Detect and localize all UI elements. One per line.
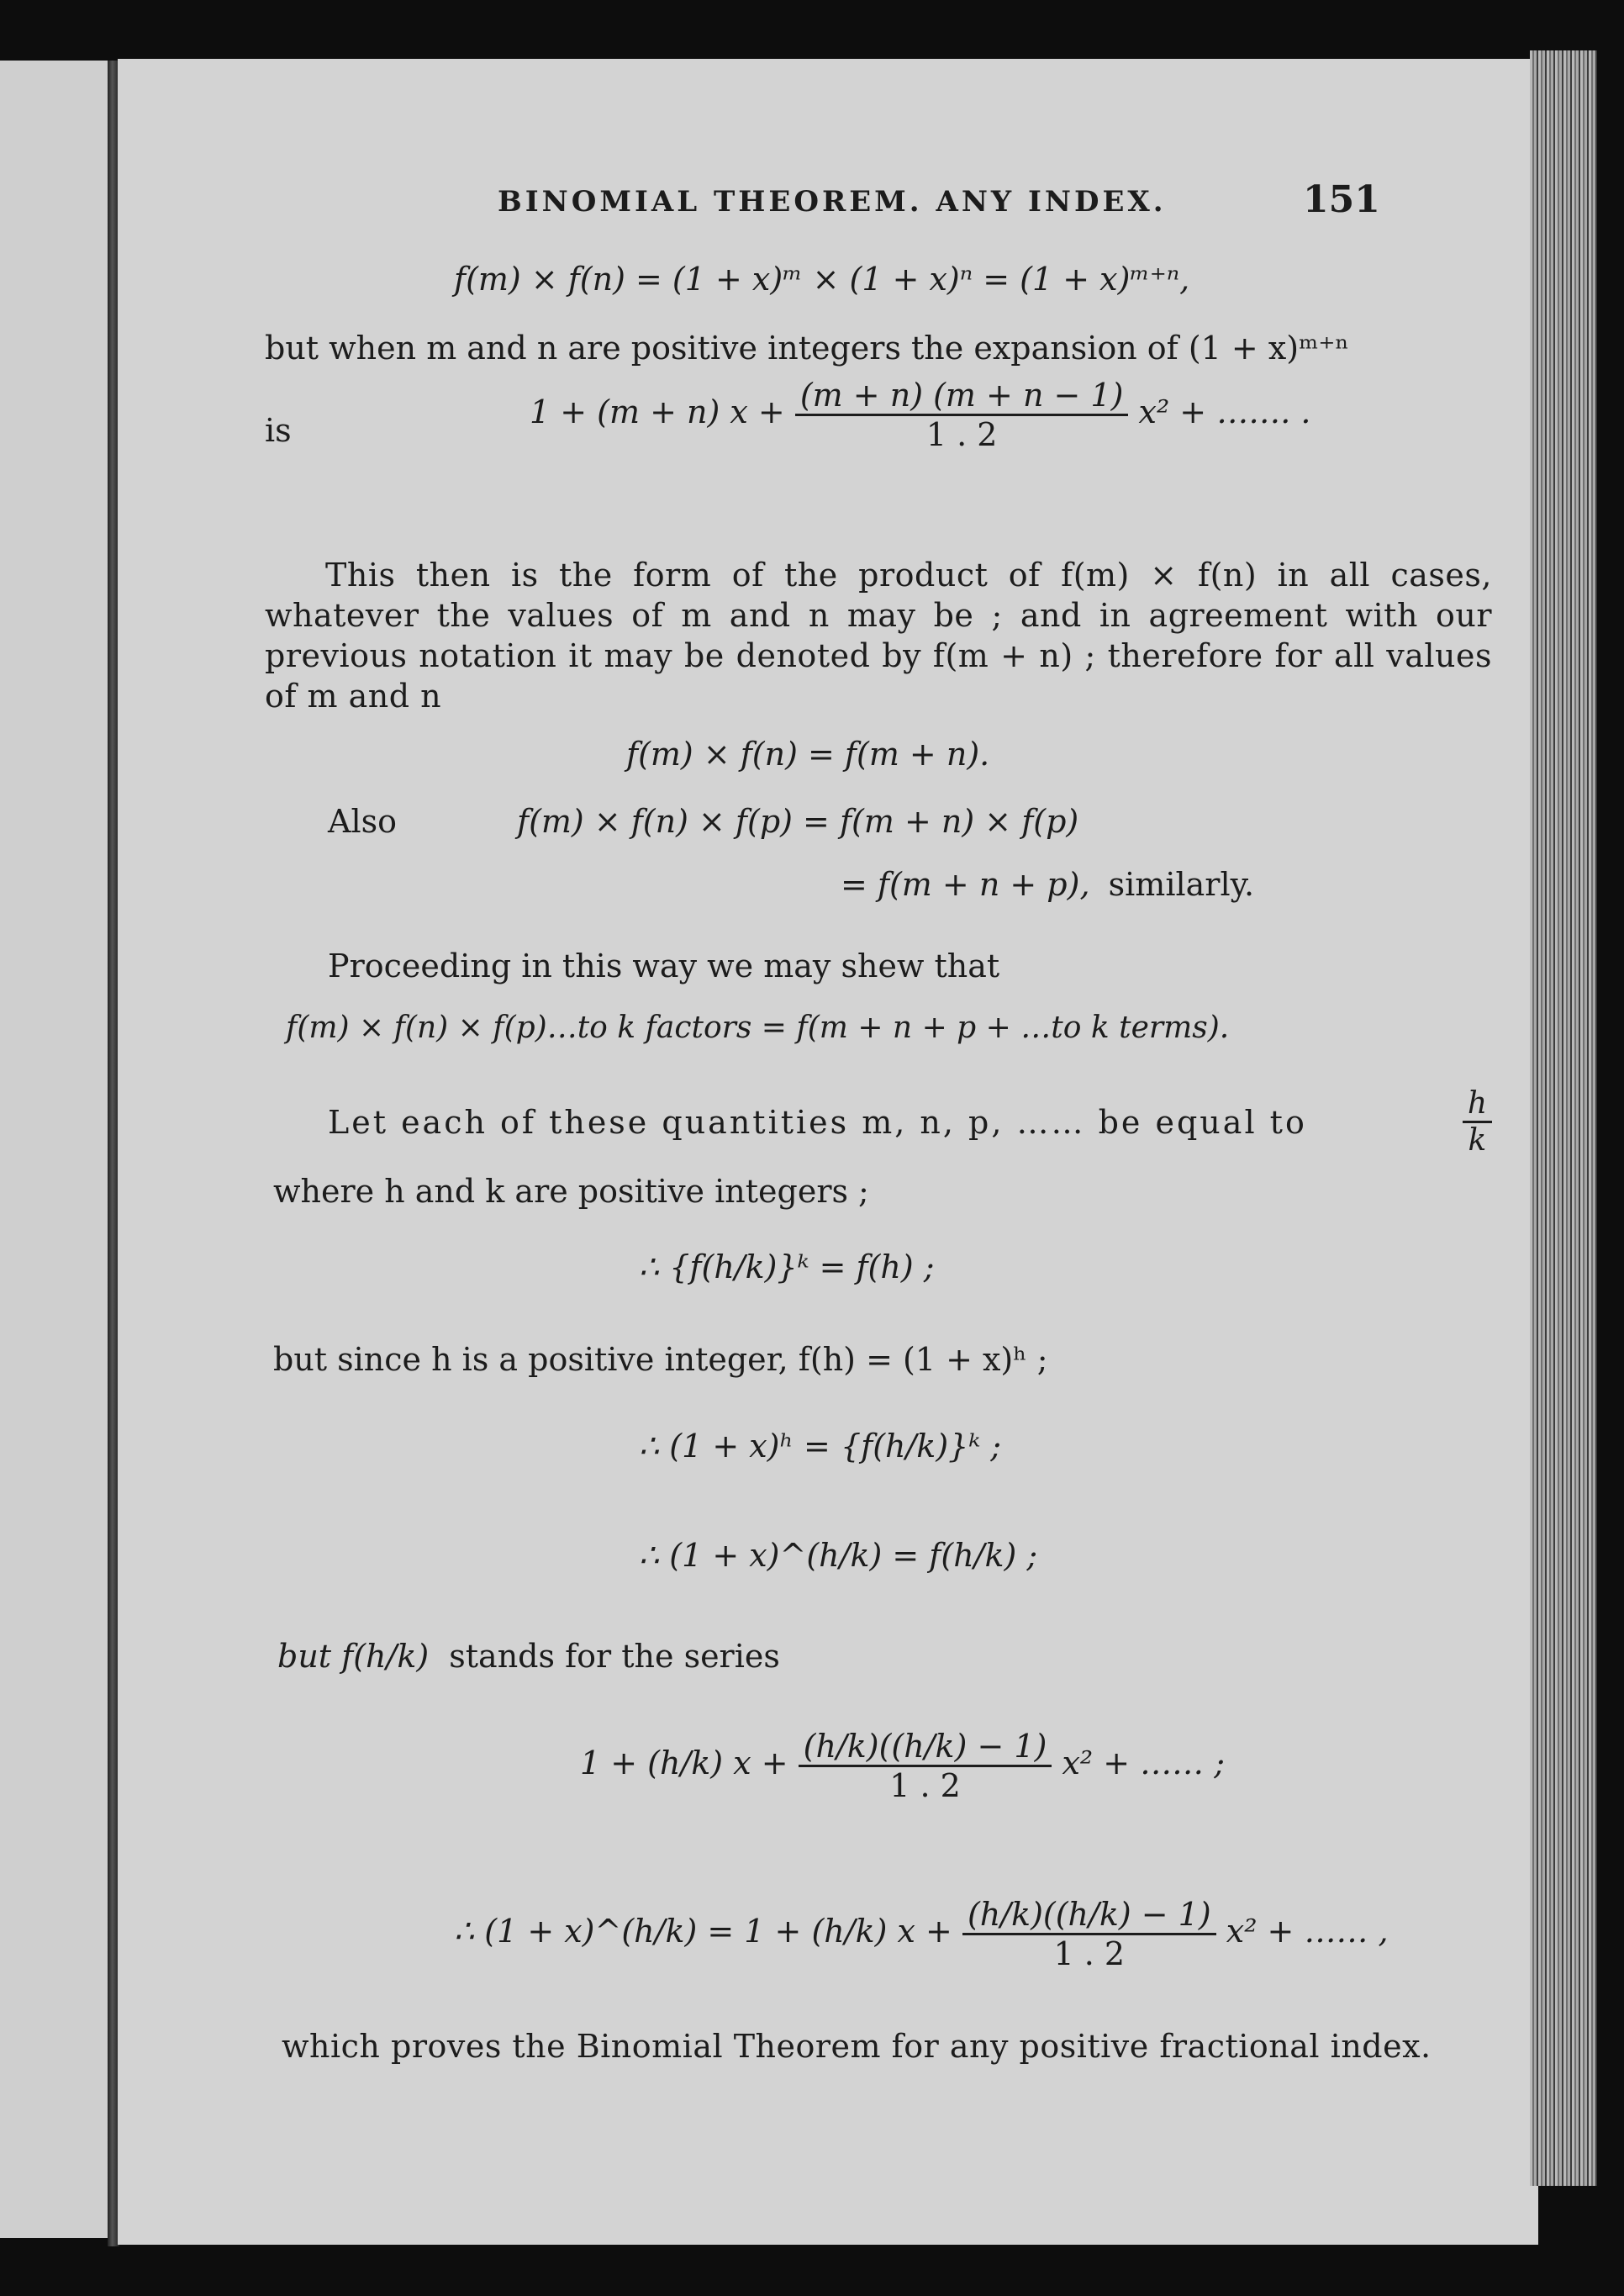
para3-fraction <box>1463 1086 1492 1158</box>
is-label: is <box>265 412 292 449</box>
eq10-fraction <box>799 1728 1052 1804</box>
book-page <box>118 59 1538 2245</box>
running-title: BINOMIAL THEOREM. ANY INDEX. <box>498 185 1167 219</box>
equation-1x-power-h: ∴ (1 + x)ʰ = {f(h/k)}ᵏ ; <box>639 1428 1002 1465</box>
equation-series <box>580 1728 1225 1804</box>
eq10-denominator: 1 . 2 <box>889 1767 961 1804</box>
eq2-tail: x² + ……. . <box>1138 393 1311 430</box>
text3-fn: but f(h/k) <box>277 1638 430 1675</box>
equation-expansion <box>530 377 1310 453</box>
text-since-h-integer: but since h is a positive integer, f(h) = (1 + x)ʰ ; <box>273 1341 1048 1378</box>
eq2-numerator: (m + n) (m + n − 1) <box>795 377 1129 416</box>
text-where-h-k: where h and k are positive integers ; <box>273 1173 869 1210</box>
eq11-lead: ∴ (1 + x)^(h/k) = 1 + (h/k) x + <box>454 1913 952 1950</box>
equation-three-factors: f(m) × f(n) × f(p) = f(m + n) × f(p) <box>517 803 1079 840</box>
page-stack-edge <box>1530 50 1597 2186</box>
equation-1x-power-hk: ∴ (1 + x)^(h/k) = f(h/k) ; <box>639 1537 1038 1574</box>
equation-product: f(m) × f(n) = (1 + x)ᵐ × (1 + x)ⁿ = (1 + x)ᵐ⁺ⁿ, <box>454 261 1190 298</box>
eq2-denominator: 1 . 2 <box>925 416 998 453</box>
eq11-fraction <box>962 1896 1216 1972</box>
page-number: 151 <box>1303 178 1380 221</box>
para3-frac-num: h <box>1463 1086 1492 1123</box>
paragraph-conclusion: which proves the Binomial Theorem for any positive fractional index. <box>282 2028 1432 2065</box>
text-proceeding: Proceeding in this way we may shew that <box>328 947 1000 984</box>
eq2-lead: 1 + (m + n) x + <box>530 393 785 430</box>
eq11-numerator: (h/k)((h/k) − 1) <box>962 1896 1216 1935</box>
eq2-fraction <box>795 377 1129 453</box>
text-line-expansion: but when m and n are positive integers the expansion of (1 + x)ᵐ⁺ⁿ <box>265 330 1349 367</box>
eq5-body: = f(m + n + p), <box>841 866 1090 903</box>
para3-text: Let each of these quantities m, n, p, …… be equal to <box>328 1103 1307 1141</box>
equation-three-factors-result <box>841 866 1254 903</box>
text-stands-for-series <box>277 1638 780 1675</box>
para3-frac-den: k <box>1468 1123 1487 1158</box>
equation-fhk-power-k: ∴ {f(h/k)}ᵏ = f(h) ; <box>639 1248 935 1285</box>
equation-k-factors: f(m) × f(n) × f(p)…to k factors = f(m + n + p + …to k terms). <box>286 1011 1230 1045</box>
eq10-tail: x² + …… ; <box>1062 1744 1226 1781</box>
text3-rest: stands for the series <box>449 1638 780 1675</box>
eq11-denominator: 1 . 2 <box>1053 1935 1126 1972</box>
facing-page-edge <box>0 61 109 2238</box>
eq11-tail: x² + …… , <box>1226 1913 1389 1950</box>
equation-final-expansion <box>454 1896 1389 1972</box>
eq10-numerator: (h/k)((h/k) − 1) <box>799 1728 1052 1767</box>
equation-fm-fn: f(m) × f(n) = f(m + n). <box>626 736 990 773</box>
eq10-lead: 1 + (h/k) x + <box>580 1744 788 1781</box>
eq5-tail: similarly. <box>1108 866 1255 903</box>
paragraph-form-of-product: This then is the form of the product of f(m) × f(n) in all cases, whatever the values of m and n may be ; and in agreement with our previous notation it may be denoted by f(m + n) ; therefore for all values of m and n <box>265 557 1492 715</box>
text-let-each <box>328 1086 1492 1158</box>
also-label: Also <box>328 803 397 840</box>
